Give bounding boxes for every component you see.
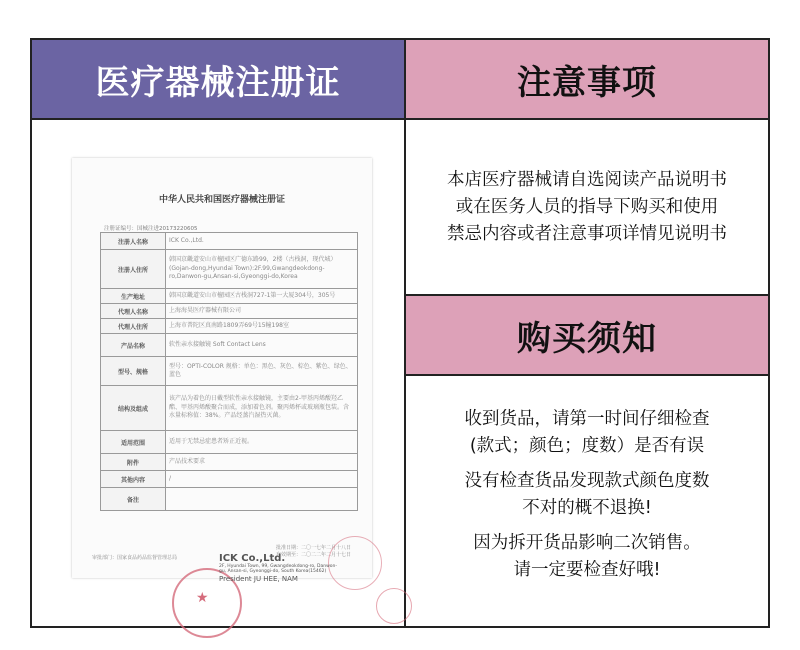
certificate-field-label: 备注	[101, 488, 166, 511]
certificate-field-label: 附件	[101, 454, 166, 471]
certificate-field-value: 上海市普陀区真南路1809弄69号15幢198室	[166, 319, 358, 334]
company-stamp	[219, 553, 339, 583]
certificate-field-label: 注册人住所	[101, 250, 166, 289]
seal-star-icon: ★	[196, 590, 209, 606]
stamp-address: 2F, Hyundai Town, 99, Gwangdeokdong-ro, Danwon-gu, Ansan-si, Gyeonggi-do, South Korea(15462)	[219, 564, 337, 574]
certificate-field-label: 产品名称	[101, 334, 166, 357]
notes-header: 注意事项	[406, 40, 768, 120]
certificate-row	[101, 304, 358, 319]
info-panel	[30, 38, 770, 628]
certificate-row	[101, 334, 358, 357]
certificate-field-label: 其他内容	[101, 471, 166, 488]
certificate-row	[101, 233, 358, 250]
certificate-field-value: 适用于无禁忌症患者矫正近视。	[166, 431, 358, 454]
certificate-row	[101, 471, 358, 488]
certificate-row	[101, 289, 358, 304]
notice-column	[406, 40, 768, 626]
certificate-number: 注册证编号：国械注进20173220605	[104, 226, 198, 232]
certificate-field-label: 生产地址	[101, 289, 166, 304]
approval-department: 审批部门：国家食品药品监督管理总局	[92, 555, 178, 561]
certificate-row	[101, 454, 358, 471]
purchase-line: 请一定要检查好哦!	[513, 560, 661, 580]
purchase-header: 购买须知	[406, 294, 768, 376]
certificate-field-value: 上海海昊医疗器械有限公司	[166, 304, 358, 319]
registration-header: 医疗器械注册证	[32, 40, 404, 120]
certificate-row	[101, 357, 358, 386]
certificate-field-value	[166, 488, 358, 511]
purchase-line: 没有检查货品发现款式颜色度数	[464, 471, 710, 491]
purchase-line: (款式；颜色；度数）是否有误	[469, 436, 705, 456]
approval-date: 批准日期：二〇一七年二月十八日	[276, 545, 352, 551]
certificate-field-value: 该产品为着色的日戴型软性亲水接触镜，主要由2-甲基丙烯酸羟乙酯、甲基丙烯酸聚合而成，添加着色剂。聚丙烯杯或玻璃瓶包装。含水量标称值：38%。产品经蒸汽湿热灭菌。	[166, 386, 358, 431]
expiry-date: 有效期至：二〇二二年二月十七日	[276, 552, 352, 558]
certificate-field-value: ICK Co.,Ltd.	[166, 233, 358, 250]
certificate-field-value: 韩国京畿道安山市檀园区古栈洞727-1第一大厦304号，305号	[166, 289, 358, 304]
certificate-field-label: 适用范围	[101, 431, 166, 454]
certificate-field-label: 代理人住所	[101, 319, 166, 334]
certificate-field-value: 产品技术要求	[166, 454, 358, 471]
registration-column	[32, 40, 406, 626]
certificate-row	[101, 488, 358, 511]
notes-text	[406, 120, 768, 294]
certificate-field-label: 注册人名称	[101, 233, 166, 250]
certificate-field-value: 软性亲水接触镜 Soft Contact Lens	[166, 334, 358, 357]
purchase-group-no-return	[465, 468, 710, 522]
certificate-field-label: 代理人名称	[101, 304, 166, 319]
purchase-line: 收到货品，请第一时间仔细检查	[464, 409, 710, 429]
registration-certificate-image	[72, 158, 372, 606]
certificate-field-value: 型号：OPTI-COLOR 规格：单色：黑色、灰色、棕色、紫色、绿色、蓝色	[166, 357, 358, 386]
purchase-group-resale	[473, 530, 701, 584]
purchase-group-check	[465, 406, 710, 460]
notes-line: 禁忌内容或者注意事项详情见说明书	[447, 223, 727, 244]
notes-line: 或在医务人员的指导下购买和使用	[455, 196, 719, 217]
certificate-field-value: 韩国京畿道安山市檀园区广德东路99，2楼（古栈洞，现代城）(Gojan-dong,Hyundai Town):2F.99,Gwangdeokdong-ro,Danwon-gu,Ansan-si,Gyeonggi-do,Korea	[166, 250, 358, 289]
certificate-row	[101, 386, 358, 431]
stamp-president: President JU HEE, NAM	[219, 575, 298, 583]
certificate-field-label: 结构及组成	[101, 386, 166, 431]
purchase-line: 因为拆开货品影响二次销售。	[473, 533, 701, 553]
certificate-row	[101, 319, 358, 334]
purchase-line: 不对的概不退换!	[522, 498, 652, 518]
certificate-field-value: /	[166, 471, 358, 488]
certificate-table	[100, 232, 358, 511]
certificate-title: 中华人民共和国医疗器械注册证	[158, 195, 285, 205]
purchase-text	[406, 376, 768, 584]
certificate-row	[101, 250, 358, 289]
certificate-row	[101, 431, 358, 454]
stamp-company-name: ICK Co.,Ltd.	[219, 553, 286, 564]
certificate-field-label: 型号、规格	[101, 357, 166, 386]
notes-line: 本店医疗器械请自选阅读产品说明书	[447, 169, 727, 190]
